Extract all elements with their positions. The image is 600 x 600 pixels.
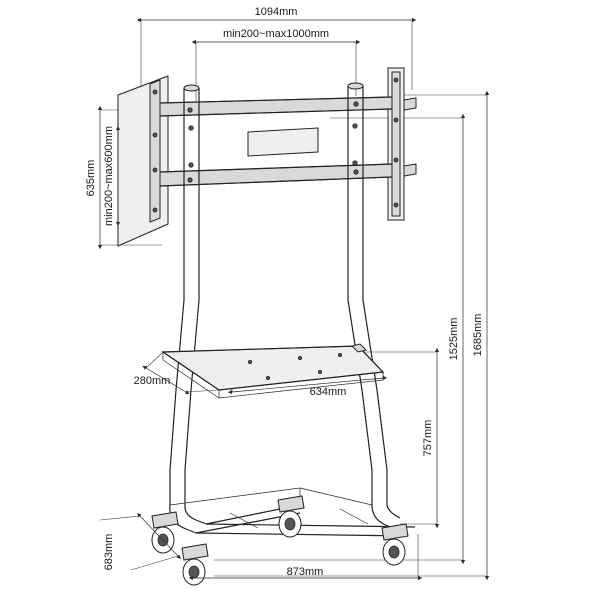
dim-vesa-vertical-range-label: min200~max600mm [103, 126, 115, 226]
dim-vesa-horizontal-label: min200~max1000mm [222, 28, 330, 40]
casters [152, 496, 408, 585]
horizontal-cross-bars [160, 97, 392, 186]
dim-upper-height-label: 1525mm [448, 317, 460, 361]
wall-mount-plate [118, 68, 416, 246]
dim-top-width-label: 1094mm [254, 6, 298, 18]
dim-total-height-label: 1685mm [472, 313, 484, 357]
dim-shelf-width-label: 634mm [309, 386, 347, 398]
dim-lower-height-label: 757mm [422, 419, 434, 457]
dim-base-depth-label: 683mm [103, 533, 115, 571]
dim-shelf-depth-label: 280mm [133, 375, 171, 387]
dim-base-width-label: 873mm [286, 566, 324, 578]
dim-vesa-height-label: 635mm [85, 159, 97, 197]
